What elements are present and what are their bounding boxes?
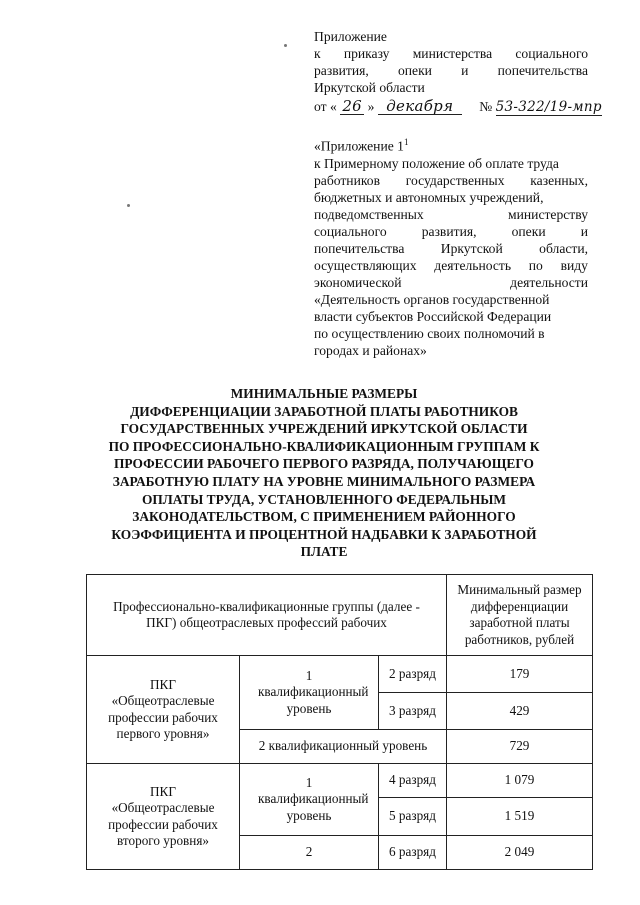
amount-cell: 1 079 <box>447 764 593 798</box>
word: и <box>580 223 588 239</box>
appendix-1-1-line: городах и районах» <box>314 342 427 358</box>
appendix-1-1-line <box>314 223 588 240</box>
word: развития, <box>421 223 477 239</box>
appendix-line <box>314 62 588 79</box>
appendix-line <box>314 45 588 62</box>
appendix-1-1-line <box>314 240 588 257</box>
amount-cell: 729 <box>447 730 593 764</box>
table-row <box>87 764 593 798</box>
word: виду <box>560 257 588 273</box>
appendix-1-1-superscript: 1 <box>403 137 409 147</box>
grade-cell: 3 разряд <box>379 693 447 730</box>
appendix-header <box>314 28 602 116</box>
appendix-1-1-title-text: «Приложение 1 <box>314 138 404 154</box>
date-prefix: от « <box>314 99 337 114</box>
grade-cell: 2 разряд <box>379 656 447 693</box>
word: государственных <box>405 172 505 188</box>
word: области, <box>539 240 588 256</box>
wage-differentiation-table <box>86 574 593 870</box>
appendix-1-1-line: «Деятельность органов государственной <box>314 291 550 307</box>
word: опеки <box>511 223 546 239</box>
amount-cell: 429 <box>447 693 593 730</box>
title-line: ПЛАТЕ <box>300 544 348 560</box>
word: попечительства <box>497 63 588 78</box>
appendix-1-1-line <box>314 257 588 274</box>
table-row <box>87 656 593 693</box>
word: попечительства <box>314 240 405 256</box>
appendix-title: Приложение <box>314 29 387 44</box>
word: приказу <box>343 46 390 61</box>
title-line: ПО ПРОФЕССИОНАЛЬНО-КВАЛИФИКАЦИОННЫМ ГРУППАМ К <box>108 438 540 454</box>
word: социального <box>314 223 387 239</box>
word: по <box>528 257 543 273</box>
title-line: ЗАРАБОТНУЮ ПЛАТУ НА УРОВНЕ МИНИМАЛЬНОГО РАЗМЕРА <box>112 473 536 489</box>
title-line: ПРОФЕССИИ РАБОЧЕГО ПЕРВОГО РАЗРЯДА, ПОЛУЧАЮЩЕГО <box>114 456 534 472</box>
word: к <box>314 46 321 61</box>
date-month-handwritten: декабря <box>378 99 462 115</box>
title-line: МИНИМАЛЬНЫЕ РАЗМЕРЫ <box>230 386 418 401</box>
word: казенных, <box>530 172 588 188</box>
amount-cell: 179 <box>447 656 593 693</box>
appendix-1-1-header <box>314 134 588 359</box>
document-title <box>86 385 562 561</box>
appendix-1-1-line <box>314 274 588 291</box>
appendix-line: Иркутской области <box>314 80 425 95</box>
pkg-group-2-name: ПКГ «Общеотраслевые профессии рабочих второго уровня» <box>87 764 240 870</box>
word: осуществляющих <box>314 257 417 273</box>
grade-cell: 5 разряд <box>379 798 447 836</box>
title-line: ДИФФЕРЕНЦИАЦИИ ЗАРАБОТНОЙ ПЛАТЫ РАБОТНИКОВ <box>130 403 518 419</box>
grade-cell: 6 разряд <box>379 836 447 870</box>
title-line: ОПЛАТЫ ТРУДА, УСТАНОВЛЕННОГО ФЕДЕРАЛЬНЫМ <box>141 491 507 507</box>
appendix-1-1-line: по осуществлению своих полномочий в <box>314 325 545 341</box>
word: деятельность <box>434 257 512 273</box>
qualification-level: 2 квалификационный уровень <box>240 730 447 764</box>
title-line: ЗАКОНОДАТЕЛЬСТВОМ, С ПРИМЕНЕНИЕМ РАЙОННОГО <box>132 509 516 525</box>
appendix-1-1-line <box>314 206 588 223</box>
scan-speck <box>284 44 287 47</box>
qualification-level: 2 <box>240 836 379 870</box>
appendix-1-1-line: власти субъектов Российской Федерации <box>314 308 552 324</box>
word: работников <box>314 172 380 188</box>
word: социального <box>515 46 588 61</box>
order-date-number <box>314 97 602 116</box>
qualification-level: 1 квалификационный уровень <box>240 656 379 730</box>
date-day-handwritten: 26 <box>340 99 364 115</box>
word: и <box>461 63 469 78</box>
number-prefix: № <box>479 99 493 114</box>
appendix-1-1-line <box>314 172 588 189</box>
table-header-groups: Профессионально-квалификационные группы (далее - ПКГ) общеотраслевых профессий рабочих <box>87 575 447 656</box>
table-header-row <box>87 575 593 656</box>
amount-cell: 2 049 <box>447 836 593 870</box>
word: деятельности <box>510 274 588 290</box>
word: опеки <box>397 63 432 78</box>
date-mid: » <box>367 99 375 114</box>
word: развития, <box>314 63 369 78</box>
title-line: ГОСУДАРСТВЕННЫХ УЧРЕЖДЕНИЙ ИРКУТСКОЙ ОБЛАСТИ <box>120 421 528 437</box>
order-number-handwritten: 53-322/19-мпр <box>495 99 602 115</box>
pkg-group-1-name: ПКГ «Общеотраслевые профессии рабочих первого уровня» <box>87 656 240 764</box>
word: экономической <box>314 274 402 290</box>
word: министерству <box>508 206 588 222</box>
scan-speck <box>127 204 130 207</box>
grade-cell: 4 разряд <box>379 764 447 798</box>
qualification-level: 1 квалификационный уровень <box>240 764 379 836</box>
appendix-1-1-title <box>314 134 588 155</box>
appendix-1-1-line: бюджетных и автономных учреждений, <box>314 189 544 205</box>
appendix-1-1-line: к Примерному положение об оплате труда <box>314 155 559 171</box>
amount-cell: 1 519 <box>447 798 593 836</box>
word: министерства <box>412 46 493 61</box>
table-header-amount: Минимальный размер дифференциации заработной платы работников, рублей <box>447 575 593 656</box>
title-line: КОЭФФИЦИЕНТА И ПРОЦЕНТНОЙ НАДБАВКИ К ЗАРАБОТНОЙ <box>111 526 537 542</box>
word: Иркутской <box>440 240 503 256</box>
word: подведомственных <box>314 206 424 222</box>
